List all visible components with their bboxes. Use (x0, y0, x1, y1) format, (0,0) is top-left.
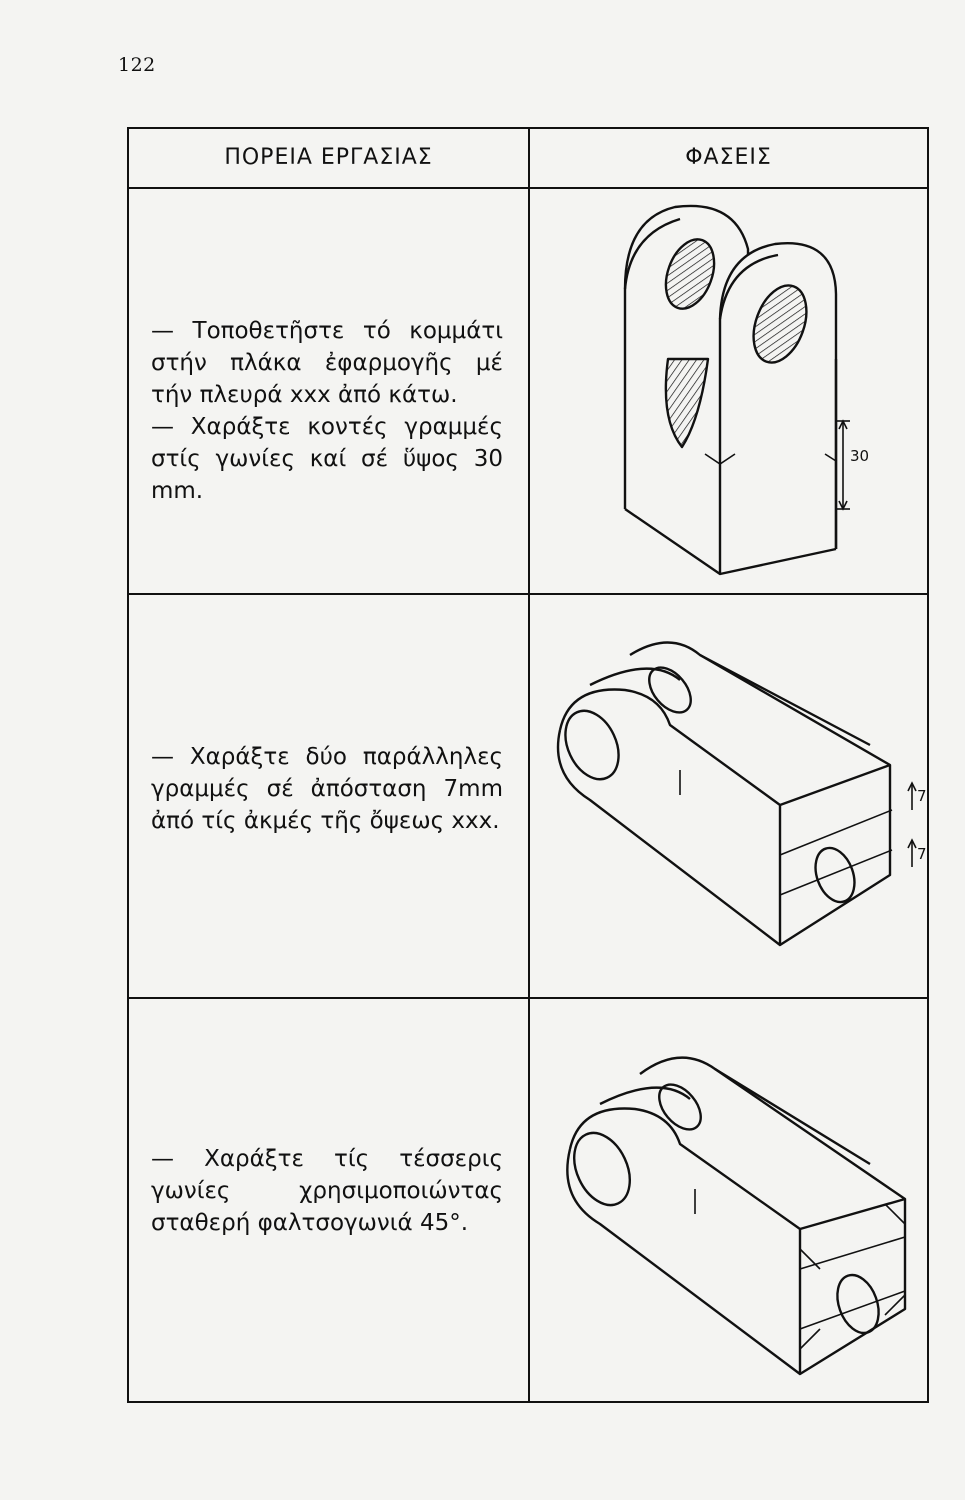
height-dimension-label: 30 (850, 447, 870, 465)
header-work-procedure: ΠΟΡΕΙΑ ΕΡΓΑΣΙΑΣ (224, 145, 433, 170)
step-item (151, 411, 503, 507)
step-text: — Τοποθετῆστε τό κομμάτι στήν πλάκα ἐφαρμογῆς μέ τήν πλευρά xxx ἀπό κάτω. (151, 318, 503, 408)
chamfer-marking-figure (530, 999, 927, 1401)
step-item (151, 741, 503, 837)
upright-clevis-figure (530, 189, 927, 593)
step-item (151, 1143, 503, 1239)
offset-label-bottom: 7 (917, 845, 927, 863)
row2-instructions (151, 741, 503, 837)
procedure-table (127, 127, 929, 1403)
step-text: — Χαράξτε δύο παράλληλες γραμμές σέ ἀπόσταση 7mm ἀπό τίς ἀκμές τῆς ὄψεως xxx. (151, 744, 503, 834)
lying-clevis-figure (530, 595, 927, 997)
page-number: 122 (118, 54, 156, 76)
step-text: — Χαράξτε τίς τέσσερις γωνίες χρησιμοποιώντας σταθερή φαλτσογωνιά 45°. (151, 1146, 503, 1236)
step-text: — Χαράξτε κοντές γραμμές στίς γωνίες καί σέ ὕψος 30 mm. (151, 414, 503, 504)
offset-label-top: 7 (917, 787, 927, 805)
row1-instructions (151, 315, 503, 507)
row3-instructions (151, 1143, 503, 1239)
header-phases: ΦΑΣΕΙΣ (685, 145, 772, 170)
step-item (151, 315, 503, 411)
